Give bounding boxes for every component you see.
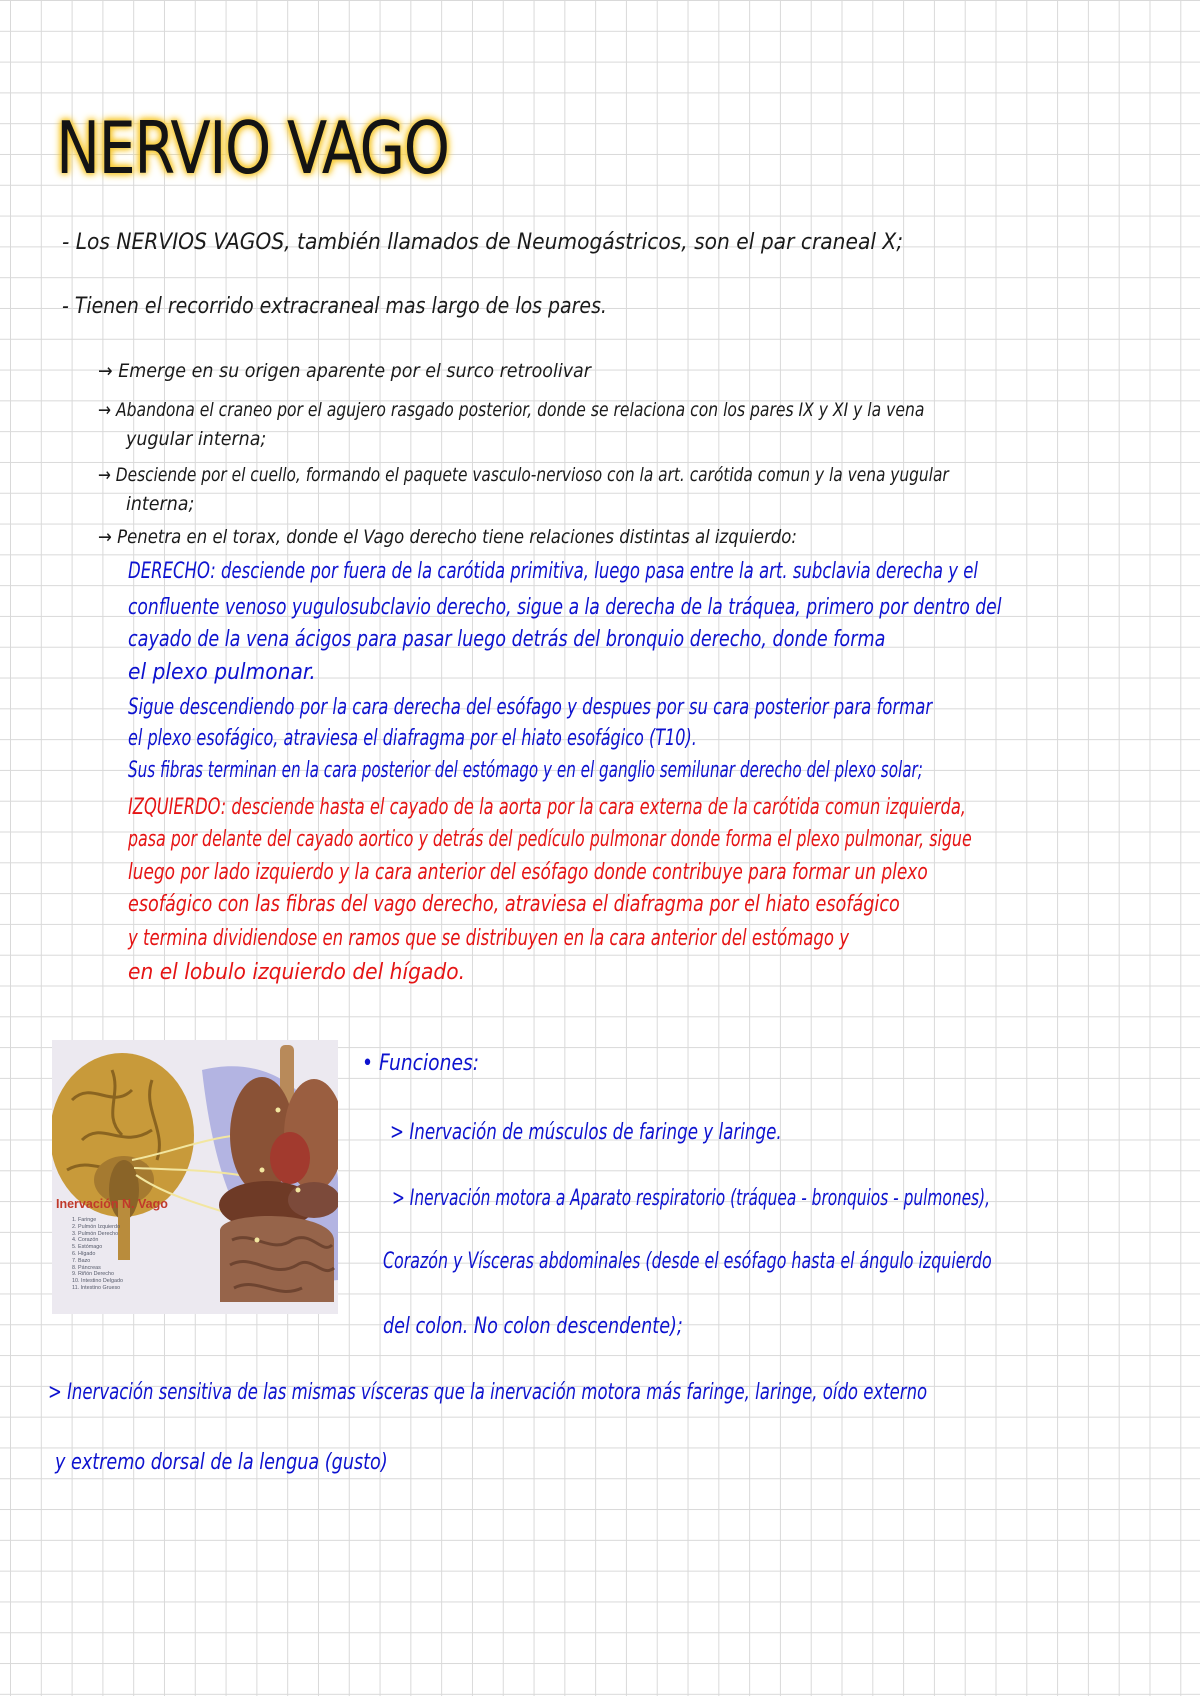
intro-line: - Tienen el recorrido extracraneal mas largo de los pares.: [62, 294, 607, 319]
derecho-line: DERECHO: desciende por fuera de la carótida primitiva, luego pasa entre la art. subclavia derecha y el: [128, 559, 979, 584]
izquierdo-line: y termina dividiendose en ramos que se distribuyen en la cara anterior del estómago y: [128, 926, 849, 951]
funciones-heading: • Funciones:: [362, 1051, 479, 1076]
izquierdo-line: luego por lado izquierdo y la cara anterior del esófago donde contribuye para formar un plexo: [128, 860, 928, 885]
izquierdo-line: IZQUIERDO: desciende hasta el cayado de la aorta por la cara externa de la carótida comun izquierda,: [128, 795, 966, 820]
recorrido-line: → Abandona el craneo por el agujero rasgado posterior, donde se relaciona con los pares IX y XI y la vena: [98, 399, 925, 421]
izquierdo-line: pasa por delante del cayado aortico y detrás del pedículo pulmonar donde forma el plexo pulmonar, sigue: [128, 827, 972, 852]
funciones-item: del colon. No colon descendente);: [383, 1314, 683, 1339]
recorrido-line: yugular interna;: [126, 428, 267, 450]
legend-item: 9. Riñón Derecho: [72, 1271, 114, 1278]
legend-item: 11. Intestino Grueso: [72, 1284, 121, 1291]
figure-legend: [72, 1217, 123, 1292]
figure-title: Inervación N. Vago: [56, 1197, 168, 1211]
recorrido-line: → Emerge en su origen aparente por el surco retroolivar: [98, 360, 591, 382]
derecho-line: cayado de la vena ácigos para pasar luego detrás del bronquio derecho, donde forma: [128, 627, 886, 652]
izquierdo-line: en el lobulo izquierdo del hígado.: [128, 960, 466, 985]
legend-item: 10. Intestino Delgado: [72, 1278, 123, 1285]
legend-item: 7. Bazo: [72, 1257, 91, 1264]
recorrido-line: → Desciende por el cuello, formando el paquete vasculo-nervioso con la art. carótida comun y la vena yugular: [98, 464, 949, 486]
intro-line: - Los NERVIOS VAGOS, también llamados de Neumogástricos, son el par craneal X;: [62, 230, 904, 255]
derecho-line: el plexo pulmonar.: [128, 660, 316, 685]
vagus-innervation-figure: [52, 1040, 338, 1314]
funciones-item: > Inervación sensitiva de las mismas vísceras que la inervación motora más faringe, laringe, oído externo: [48, 1380, 928, 1405]
derecho-line: el plexo esofágico, atraviesa el diafragma por el hiato esofágico (T10).: [128, 726, 697, 751]
recorrido-line: → Penetra en el torax, donde el Vago derecho tiene relaciones distintas al izquierdo:: [98, 526, 797, 548]
legend-item: 4. Corazón: [72, 1237, 99, 1244]
funciones-item: > Inervación de músculos de faringe y laringe.: [390, 1120, 782, 1145]
legend-item: 5. Estómago: [72, 1244, 103, 1251]
funciones-item: Corazón y Vísceras abdominales (desde el esófago hasta el ángulo izquierdo: [383, 1249, 992, 1274]
recorrido-line: interna;: [126, 493, 195, 515]
derecho-line: Sus fibras terminan en la cara posterior del estómago y en el ganglio semilunar derecho del plexo solar;: [128, 758, 923, 783]
derecho-line: Sigue descendiendo por la cara derecha del esófago y despues por su cara posterior para formar: [128, 695, 933, 720]
izquierdo-line: esofágico con las fibras del vago derecho, atraviesa el diafragma por el hiato esofágico: [128, 892, 900, 917]
funciones-item: y extremo dorsal de la lengua (gusto): [55, 1450, 388, 1475]
legend-item: 3. Pulmón Derecho: [72, 1230, 119, 1237]
page-title: NERVIO VAGO: [56, 106, 449, 190]
legend-item: 1. Faringe: [72, 1217, 97, 1223]
legend-item: 2. Pulmón Izquierdo: [72, 1223, 120, 1230]
funciones-item: > Inervación motora a Aparato respiratorio (tráquea - bronquios - pulmones),: [392, 1186, 990, 1211]
legend-item: 8. Páncreas: [72, 1264, 101, 1271]
derecho-line: confluente venoso yugulosubclavio derecho, sigue a la derecha de la tráquea, primero por dentro del: [128, 595, 1002, 620]
legend-item: 6. Hígado: [72, 1250, 96, 1257]
